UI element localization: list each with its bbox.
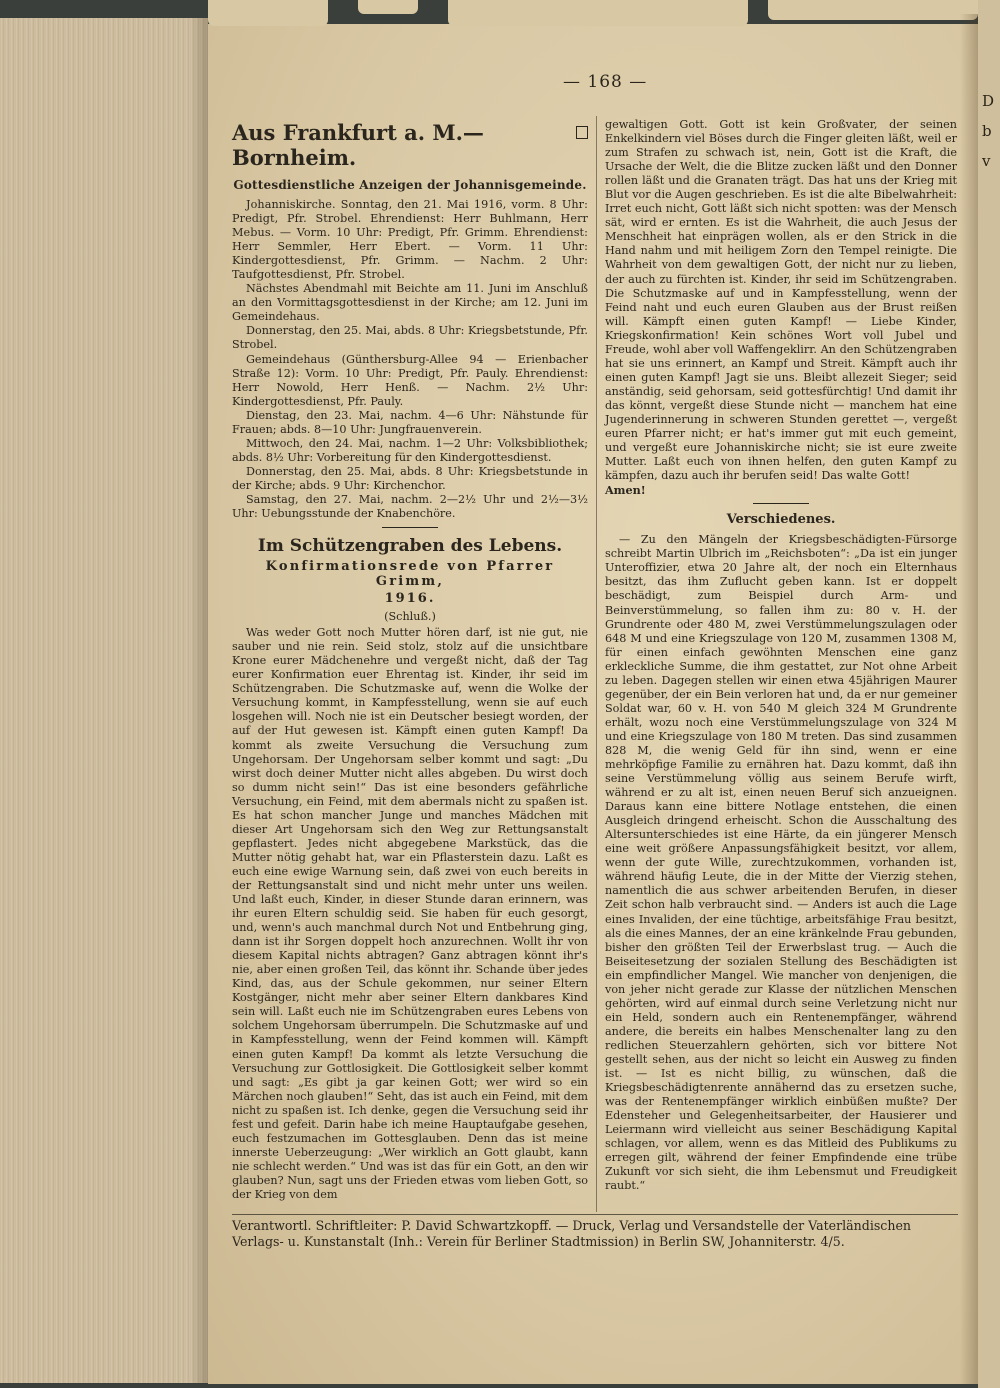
misc-body: — Zu den Mängeln der Kriegsbeschädigten-Fürsorge schreibt Martin Ulbrich im „Reichsboten“: „Da ist ein junger Unteroffizier, etwa 20 Jahre alt, der noch ein Elternhaus besitzt, das ihm Zuflucht geben kann. Ist er doppelt beschädigt, zum Beispiel durch Arm- und Beinverstümmelung, so fallen ihm zu: 80 v. H. der Grundrente oder 480 M, zwei Verstümmelungszulagen oder 648 M und eine Kriegszulage von 120 M, zusammen 1308 M, für einen einfach gewöhnten Menschen eine ganz erkleckliche Summe, die ihm gestattet, zur Not ohne Arbeit zu leben. Dagegen stellen wir einen etwa 45jährigen Maurer gegenüber, der ein Bein verloren hat und, da er nur gemeiner Soldat war, 60 v. H. von 540 M gleich 324 M Grundrente erhält, wozu noch eine Verstümmelungszulage von 324 M und eine Kriegszulage von 180 M treten. Das sind zusammen 828 M, die wenig Geld für ihn sind, wenn er eine mehrköpfige Familie zu ernähren hat. Dazu kommt, daß ihn seine Verstümmelung völlig aus seinem Berufe wirft, während er zu alt ist, einen neuen Beruf sich anzueignen. Daraus kann eine bittere Notlage entstehen, die einen Ausgleich dringend erheischt. Schon die Ausschaltung des Altersunterschiedes ist eine Härte, da ein jüngerer Mensch eine weit größere Anpassungsfähigkeit besitzt, vor allem, wenn der gute Wille, zurechtzukommen, vorhanden ist, während häufig Leute, die in der Mitte der Vierzig stehen, namentlich die aus schwer arbeitenden Berufen, in dieser Zeit schon halb verbraucht sind. — Anders ist auch die Lage eines Invaliden, der eine tüchtige, arbeitsfähige Frau besitzt, als die eines Mannes, der an eine kränkelnde Frau gebunden, bisher den größten Teil der Erwerbslast trug. — Auch die Beiseitesetzung der sozialen Stellung des Beschädigten ist ein empfindlicher Mangel. Wie mancher von denjenigen, die von jeher nicht gerade zur Klasse der nützlichen Menschen gehörten, wird auf einmal durch seine Verletzung nicht nur ein Held, sondern auch ein Rentenempfänger, während andere, die bereits ein halbes Menschenalter lang zu den redlichen Steuerzahlern gehörten, sich vor bittere Not gestellt sehen, aus der nicht so leicht ein Ausweg zu finden ist. — Ist es nicht billig, zu wünschen, daß die Kriegsbeschädigtenrente annähernd das zu ersetzen suche, was der Rentenempfänger wirklich einbüßen mußte? Der Edensteher und Gelegenheitsarbeiter, der Hausierer und Leiermann wird vielleicht aus seiner Beschädigung Kapital schlagen, vor allem, wenn es das Mitleid des Publikums zu erregen gilt, während der feiner Empfindende eine trübe Zukunft vor sich sieht, die ihm Lebensmut und Freudigkeit raubt.“ (605, 533, 957, 1193)
left-column (232, 118, 588, 1202)
section-title (232, 120, 588, 170)
next-page-fragment: D (982, 92, 995, 110)
column-divider (596, 116, 597, 1212)
imprint-footer (232, 1218, 958, 1250)
next-page-fragment: b (982, 122, 992, 140)
announcement-paragraph: Johanniskirche. Sonntag, den 21. Mai 1916, vorm. 8 Uhr: Predigt, Pfr. Strobel. Ehrendienst: Herr Buhlmann, Herr Mebus. — Vorm. 10 Uhr: Predigt, Pfr. Grimm. Ehrendienst: Herr Semmler, Herr Ebert. — Vorm. 11 Uhr: Kindergottesdienst, Pfr. Grimm. — Nachm. 2 Uhr: Taufgottesdienst, Pfr. Strobel. (232, 198, 588, 282)
misc-heading: Verschiedenes. (726, 512, 836, 528)
section-title-text: Aus Frankfurt a. M.—Bornheim. (232, 120, 484, 170)
page-gutter-shadow (960, 14, 980, 1384)
announcements-heading: Gottesdienstliche Anzeigen der Johannisgemeinde. (233, 178, 587, 192)
next-page-fragment: v (982, 152, 991, 170)
announcement-paragraph: Gemeindehaus (Günthersburg-Allee 94 — Erienbacher Straße 12): Vorm. 10 Uhr: Predigt, Pfr. Pauly. Ehrendienst: Herr Nowold, Herr Henß. — Nachm. 2½ Uhr: Kindergottesdienst, Pfr. Pauly. (232, 352, 588, 408)
article-title: Im Schützengraben des Lebens. (257, 536, 563, 557)
announcement-paragraph: Donnerstag, den 25. Mai, abds. 8 Uhr: Kriegsbetstunde, Pfr. Strobel. (232, 324, 588, 352)
announcement-paragraph: Dienstag, den 23. Mai, nachm. 4—6 Uhr: Nähstunde für Frauen; abds. 8—10 Uhr: Jungfrauenverein. (232, 408, 588, 436)
article-body-continued: gewaltigen Gott. Gott ist kein Großvater, der seinen Enkelkindern viel Böses durch die Finger gleiten läßt, weil er zum Strafen zu schwach ist, nein, Gott ist die Kraft, die Ursache der Welt, die die Blitze zucken läßt und den Donner rollen läßt und die Granaten trägt. Das hat uns der Krieg mit Blut vor die Augen geschrieben. Es ist die alte Bibelwahrheit: Irret euch nicht, Gott läßt sich nicht spotten: was der Mensch sät, wird er ernten. Es ist die Wahrheit, die auch Jesus der Menschheit hat einprägen wollen, als er den Strick in die Hand nahm und mit heiligem Zorn den Tempel reinigte. Die Wahrheit von dem gewaltigen Gott, der nicht nur zu lieben, der auch zu fürchten ist. Kinder, ihr seid im Schützengraben. Die Schutzmaske auf und in Kampfesstellung, wenn der Feind naht und euch euren Glauben aus der Brust reißen will. Kämpft einen guten Kampf! — Liebe Kinder, Kriegskonfirmation! Kein schönes Wort voll Jubel und Freude, wohl aber voll Waffengeklirr. An den Schützengraben hat sie uns erinnert, an Kampf und Streit. Kämpft auch ihr einen guten Kampf! Jagt sie uns. Bleibt allezeit Sieger; seid anständig, seid gehorsam, seid gottesfürchtig! Und damit ihr das könnt, vergeßt diese Stunde nicht — manchem hat eine Jugenderinnerung in schweren Stunden gerettet —, vergeßt euren Pfarrer nicht; er hat's immer gut mit euch gemeint, und vergeßt eure Johanniskirche nicht; sie ist eure zweite Mutter. Laßt euch von ihnen helfen, den guten Kampf zu kämpfen, dazu auch ihr berufen seid! Das walte Gott! (605, 118, 957, 483)
article-note: (Schluß.) (384, 610, 436, 624)
article-closing: Amen! (605, 483, 646, 498)
separator-rule (753, 503, 809, 504)
right-column (605, 118, 957, 1193)
imprint-line: Verantwortl. Schriftleiter: P. David Schwartzkopff. — Druck, Verlag und Versandstelle der Vaterländischen (232, 1218, 912, 1233)
article-subtitle: Konfirmationsrede von Pfarrer Grimm, (265, 559, 555, 590)
article-body: Was weder Gott noch Mutter hören darf, ist nie gut, nie sauber und nie rein. Seid stolz, stolz auf die unsichtbare Krone eurer Mädchenehre und vergeßt nicht, daß der Tag eurer Konfirmation euer Ehrentag ist. Kinder, ihr seid im Schützengraben. Die Schutzmaske auf, wenn die Wolke der Versuchung kommt, in Kampfesstellung, wenn sie auf euch losgehen will. Noch nie ist ein Deutscher besiegt worden, der auf der Hut gewesen ist. Kämpft einen guten Kampf! Da kommt als zweite Versuchung die Versuchung zum Ungehorsam. Der Ungehorsam selber kommt und sagt: „Du wirst doch deiner Mutter nicht alles abgeben. Du wirst doch so dumm nicht sein!“ Das ist eine besonders gefährliche Versuchung, ein Feind, mit dem abermals nicht zu spaßen ist. Es hat schon mancher Junge und manches Mädchen mit dieser Art Ungehorsam sich den Weg zur Rettungsanstalt gepflastert. Jedes nicht abgegebene Markstück, das die Mutter nötig gehabt hat, war ein Pflasterstein dazu. Laßt es euch eine ewige Warnung sein, daß zwei von euch bereits in der Rettungsanstalt sind und nicht mehr unter uns weilen. Und laßt euch, Kinder, in dieser Stunde daran erinnern, was ihr euren Eltern schuldig seid. Sie haben für euch gesorgt, und, wenn's auch manchmal durch Not und Entbehrung ging, dann ist ihr Sorgen doppelt hoch anzurechnen. Wollt ihr von diesem Kapital nichts abtragen? Ganz abtragen könnt ihr's nie, aber einen großen Teil, das könnt ihr. Schande über jedes Kind, das, aus der Schule gekommen, nur seiner Eltern Kostgänger, nicht mehr aber seiner Eltern dankbares Kind sein will. Laßt euch nie im Schützengraben eures Lebens von solchem Ungehorsam überrumpeln. Die Schutzmaske auf und in Kampfesstellung, wenn der Feind kommen will. Kämpft einen guten Kampf! Da kommt als letzte Versuchung die Versuchung zur Gottlosigkeit. Die Gottlosigkeit selber kommt und sagt: „Es gibt ja gar keinen Gott; wer wird so ein Märchen noch glauben!“ Seht, das ist auch ein Feind, mit dem nicht zu spaßen ist. Ich denke, gegen die Versuchung seid ihr fest und gefeit. Darin habe ich meine Hauptaufgabe gesehen, euch festzumachen im Gottesglauben. Denn das ist meine innerste Ueberzeugung: „Wer wirklich an Gott glaubt, kann nie schlecht werden.“ Und was ist das für ein Gott, an den wir glauben? Nun, sagt uns der Frieden etwas vom lieben Gott, so der Krieg von dem (232, 626, 588, 1201)
article-year: 1916. (384, 591, 436, 607)
separator-rule (382, 527, 438, 528)
announcement-paragraph: Donnerstag, den 25. Mai, abds. 8 Uhr: Kriegsbetstunde in der Kirche; abds. 9 Uhr: Kirchenchor. (232, 464, 588, 492)
announcement-paragraph: Samstag, den 27. Mai, nachm. 2—2½ Uhr und 2½—3½ Uhr: Uebungsstunde der Knabenchöre. (232, 492, 588, 521)
announcement-paragraph: Mittwoch, den 24. Mai, nachm. 1—2 Uhr: Volksbibliothek; abds. 8½ Uhr: Vorbereitung für den Kindergottesdienst. (232, 436, 588, 464)
torn-top-edge (208, 0, 978, 24)
announcement-paragraph: Nächstes Abendmahl mit Beichte am 11. Juni im Anschluß an den Vormittagsgottesdienst in der Kirche; am 12. Juni im Gemeindehaus. (232, 282, 588, 324)
square-ornament-icon (576, 126, 588, 139)
book-page-edges (0, 18, 208, 1383)
imprint-line: Verlags- u. Kunstanstalt (Inh.: Verein für Berliner Stadtmission) in Berlin SW, Johanniterstr. 4/5. (232, 1234, 845, 1249)
next-page-strip (978, 0, 1000, 1388)
page-number: — 168 — (563, 72, 648, 92)
footer-rule (232, 1214, 958, 1215)
